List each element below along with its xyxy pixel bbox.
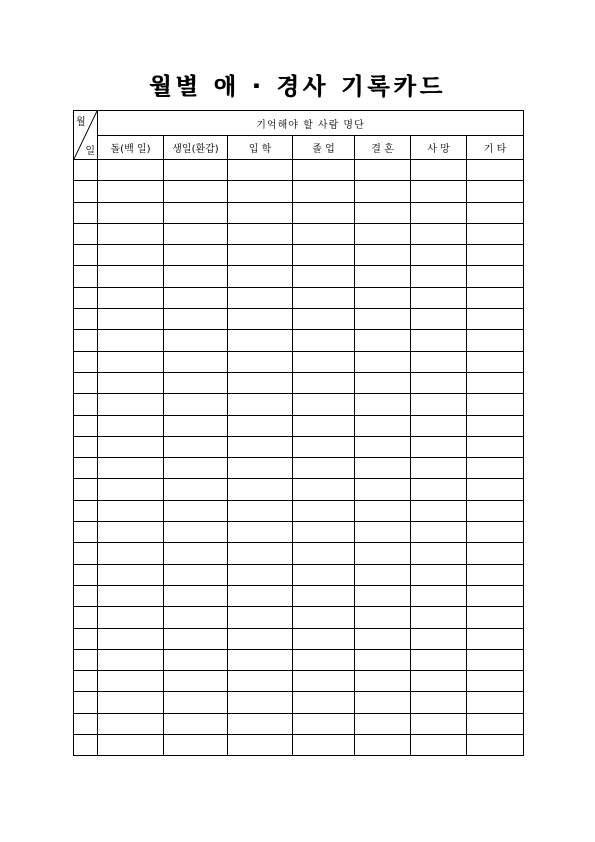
entry-cell[interactable] [355, 330, 411, 351]
entry-cell[interactable] [293, 287, 355, 308]
table-row [74, 628, 524, 649]
entry-cell[interactable] [228, 522, 293, 543]
date-cell[interactable] [74, 372, 98, 393]
page-title: 월별 애 · 경사 기록카드 [149, 74, 446, 100]
entry-cell[interactable] [411, 649, 467, 670]
entry-cell[interactable] [228, 330, 293, 351]
entry-cell[interactable] [98, 713, 164, 734]
entry-cell[interactable] [228, 735, 293, 756]
entry-cell[interactable] [411, 266, 467, 287]
entry-cell[interactable] [98, 543, 164, 564]
entry-cell[interactable] [293, 543, 355, 564]
entry-cell[interactable] [355, 671, 411, 692]
month-label: 월 [76, 117, 86, 128]
date-cell[interactable] [74, 287, 98, 308]
entry-cell[interactable] [164, 287, 228, 308]
entry-cell[interactable] [411, 351, 467, 372]
table-row [74, 245, 524, 266]
entry-cell[interactable] [355, 735, 411, 756]
date-cell[interactable] [74, 585, 98, 606]
entry-cell[interactable] [98, 607, 164, 628]
entry-cell[interactable] [293, 692, 355, 713]
entry-cell[interactable] [293, 585, 355, 606]
entry-cell[interactable] [355, 564, 411, 585]
entry-cell[interactable] [164, 309, 228, 330]
entry-cell[interactable] [228, 649, 293, 670]
entry-cell[interactable] [293, 607, 355, 628]
table-row [74, 160, 524, 181]
entry-cell[interactable] [164, 543, 228, 564]
entry-cell[interactable] [411, 543, 467, 564]
entry-cell[interactable] [164, 415, 228, 436]
entry-cell[interactable] [164, 713, 228, 734]
entry-cell[interactable] [293, 245, 355, 266]
entry-cell[interactable] [164, 394, 228, 415]
entry-cell[interactable] [293, 436, 355, 457]
column-header: 입 학 [228, 136, 293, 160]
date-cell[interactable] [74, 500, 98, 521]
table-row [74, 266, 524, 287]
entry-cell[interactable] [98, 522, 164, 543]
entry-cell[interactable] [98, 266, 164, 287]
entry-cell[interactable] [467, 735, 524, 756]
entry-cell[interactable] [467, 649, 524, 670]
entry-cell[interactable] [467, 522, 524, 543]
entry-cell[interactable] [164, 607, 228, 628]
entry-cell[interactable] [467, 181, 524, 202]
entry-cell[interactable] [98, 436, 164, 457]
column-header: 사 망 [411, 136, 467, 160]
entry-cell[interactable] [293, 735, 355, 756]
entry-cell[interactable] [411, 735, 467, 756]
date-cell[interactable] [74, 649, 98, 670]
date-cell[interactable] [74, 692, 98, 713]
entry-cell[interactable] [411, 415, 467, 436]
entry-cell[interactable] [228, 458, 293, 479]
table-row [74, 522, 524, 543]
entry-cell[interactable] [467, 479, 524, 500]
entry-cell[interactable] [467, 309, 524, 330]
table-row [74, 649, 524, 670]
entry-cell[interactable] [164, 330, 228, 351]
entry-cell[interactable] [355, 245, 411, 266]
entry-cell[interactable] [98, 181, 164, 202]
column-header: 졸 업 [293, 136, 355, 160]
table-row [74, 181, 524, 202]
entry-cell[interactable] [98, 160, 164, 181]
entry-cell[interactable] [98, 351, 164, 372]
column-header: 돌(백 일) [98, 136, 164, 160]
entry-cell[interactable] [355, 394, 411, 415]
entry-cell[interactable] [411, 245, 467, 266]
entry-cell[interactable] [411, 628, 467, 649]
entry-cell[interactable] [228, 607, 293, 628]
entry-cell[interactable] [228, 309, 293, 330]
entry-cell[interactable] [228, 628, 293, 649]
entry-cell[interactable] [164, 522, 228, 543]
entry-cell[interactable] [98, 649, 164, 670]
entry-cell[interactable] [164, 585, 228, 606]
entry-cell[interactable] [467, 671, 524, 692]
date-cell[interactable] [74, 522, 98, 543]
entry-cell[interactable] [411, 479, 467, 500]
entry-cell[interactable] [411, 309, 467, 330]
entry-cell[interactable] [98, 415, 164, 436]
entry-cell[interactable] [228, 479, 293, 500]
entry-cell[interactable] [467, 266, 524, 287]
date-cell[interactable] [74, 671, 98, 692]
entry-cell[interactable] [467, 692, 524, 713]
entry-cell[interactable] [228, 692, 293, 713]
column-header: 기 타 [467, 136, 524, 160]
entry-cell[interactable] [467, 458, 524, 479]
entry-cell[interactable] [228, 160, 293, 181]
entry-cell[interactable] [293, 181, 355, 202]
entry-cell[interactable] [164, 458, 228, 479]
entry-cell[interactable] [411, 287, 467, 308]
table-row [74, 330, 524, 351]
date-cell[interactable] [74, 394, 98, 415]
entry-cell[interactable] [293, 394, 355, 415]
entry-cell[interactable] [98, 309, 164, 330]
entry-cell[interactable] [293, 223, 355, 244]
entry-cell[interactable] [411, 585, 467, 606]
entry-cell[interactable] [355, 479, 411, 500]
date-cell[interactable] [74, 309, 98, 330]
entry-cell[interactable] [164, 671, 228, 692]
entry-cell[interactable] [164, 245, 228, 266]
entry-cell[interactable] [467, 330, 524, 351]
entry-cell[interactable] [98, 500, 164, 521]
entry-cell[interactable] [411, 223, 467, 244]
day-label: 일 [85, 146, 95, 157]
entry-cell[interactable] [293, 372, 355, 393]
entry-cell[interactable] [98, 458, 164, 479]
entry-cell[interactable] [467, 500, 524, 521]
table-row [74, 692, 524, 713]
entry-cell[interactable] [355, 372, 411, 393]
entry-cell[interactable] [164, 223, 228, 244]
entry-cell[interactable] [228, 671, 293, 692]
entry-cell[interactable] [411, 500, 467, 521]
date-cell[interactable] [74, 223, 98, 244]
entry-cell[interactable] [355, 266, 411, 287]
entry-cell[interactable] [293, 500, 355, 521]
date-cell[interactable] [74, 543, 98, 564]
entry-cell[interactable] [228, 543, 293, 564]
table-row [74, 564, 524, 585]
table-row [74, 671, 524, 692]
entry-cell[interactable] [98, 479, 164, 500]
table-row [74, 458, 524, 479]
date-cell[interactable] [74, 245, 98, 266]
entry-cell[interactable] [164, 692, 228, 713]
entry-cell[interactable] [355, 415, 411, 436]
entry-cell[interactable] [164, 436, 228, 457]
entry-cell[interactable] [228, 245, 293, 266]
entry-cell[interactable] [293, 713, 355, 734]
entry-cell[interactable] [293, 309, 355, 330]
entry-cell[interactable] [228, 394, 293, 415]
entry-cell[interactable] [355, 202, 411, 223]
entry-cell[interactable] [355, 500, 411, 521]
table-row [74, 479, 524, 500]
table-row [74, 287, 524, 308]
column-header: 결 혼 [355, 136, 411, 160]
record-table [73, 110, 524, 756]
entry-cell[interactable] [411, 564, 467, 585]
people-to-remember-header: 기억해야 할 사람 명단 [98, 111, 524, 136]
table-row [74, 223, 524, 244]
entry-cell[interactable] [228, 351, 293, 372]
entry-cell[interactable] [467, 202, 524, 223]
entry-cell[interactable] [228, 436, 293, 457]
date-cell[interactable] [74, 735, 98, 756]
entry-cell[interactable] [467, 351, 524, 372]
entry-cell[interactable] [355, 585, 411, 606]
entry-cell[interactable] [355, 181, 411, 202]
table-row [74, 436, 524, 457]
entry-cell[interactable] [293, 160, 355, 181]
date-cell[interactable] [74, 181, 98, 202]
entry-cell[interactable] [411, 671, 467, 692]
entry-cell[interactable] [355, 649, 411, 670]
entry-cell[interactable] [164, 181, 228, 202]
date-cell[interactable] [74, 330, 98, 351]
entry-cell[interactable] [98, 245, 164, 266]
entry-cell[interactable] [355, 351, 411, 372]
table-row [74, 543, 524, 564]
entry-cell[interactable] [164, 735, 228, 756]
entry-cell[interactable] [355, 543, 411, 564]
table-row [74, 607, 524, 628]
entry-cell[interactable] [467, 372, 524, 393]
entry-cell[interactable] [228, 713, 293, 734]
entry-cell[interactable] [293, 330, 355, 351]
entry-cell[interactable] [467, 394, 524, 415]
date-cell[interactable] [74, 713, 98, 734]
entry-cell[interactable] [293, 564, 355, 585]
entry-cell[interactable] [164, 564, 228, 585]
entry-cell[interactable] [293, 458, 355, 479]
table-row [74, 351, 524, 372]
entry-cell[interactable] [98, 372, 164, 393]
entry-cell[interactable] [411, 160, 467, 181]
entry-cell[interactable] [411, 607, 467, 628]
entry-cell[interactable] [355, 522, 411, 543]
entry-cell[interactable] [467, 223, 524, 244]
entry-cell[interactable] [98, 202, 164, 223]
entry-cell[interactable] [411, 202, 467, 223]
entry-cell[interactable] [293, 479, 355, 500]
date-cell[interactable] [74, 458, 98, 479]
entry-cell[interactable] [355, 160, 411, 181]
date-cell[interactable] [74, 607, 98, 628]
entry-cell[interactable] [228, 181, 293, 202]
entry-cell[interactable] [228, 500, 293, 521]
entry-cell[interactable] [355, 436, 411, 457]
entry-cell[interactable] [98, 564, 164, 585]
month-day-corner-cell [74, 111, 98, 160]
date-cell[interactable] [74, 628, 98, 649]
entry-cell[interactable] [411, 181, 467, 202]
entry-cell[interactable] [355, 607, 411, 628]
entry-cell[interactable] [164, 202, 228, 223]
table-row [74, 415, 524, 436]
entry-cell[interactable] [98, 692, 164, 713]
date-cell[interactable] [74, 266, 98, 287]
entry-cell[interactable] [355, 309, 411, 330]
entry-cell[interactable] [467, 436, 524, 457]
entry-cell[interactable] [355, 692, 411, 713]
date-cell[interactable] [74, 351, 98, 372]
table-row [74, 713, 524, 734]
entry-cell[interactable] [164, 500, 228, 521]
entry-cell[interactable] [228, 372, 293, 393]
entry-cell[interactable] [293, 351, 355, 372]
entry-cell[interactable] [467, 543, 524, 564]
entry-cell[interactable] [467, 628, 524, 649]
entry-cell[interactable] [164, 479, 228, 500]
entry-cell[interactable] [293, 202, 355, 223]
entry-cell[interactable] [411, 458, 467, 479]
date-cell[interactable] [74, 202, 98, 223]
entry-cell[interactable] [467, 607, 524, 628]
entry-cell[interactable] [293, 628, 355, 649]
entry-cell[interactable] [98, 628, 164, 649]
date-cell[interactable] [74, 415, 98, 436]
entry-cell[interactable] [164, 628, 228, 649]
entry-cell[interactable] [228, 564, 293, 585]
entry-cell[interactable] [164, 160, 228, 181]
entry-cell[interactable] [355, 287, 411, 308]
date-cell[interactable] [74, 436, 98, 457]
entry-cell[interactable] [355, 223, 411, 244]
entry-cell[interactable] [293, 522, 355, 543]
entry-cell[interactable] [98, 223, 164, 244]
entry-cell[interactable] [164, 351, 228, 372]
entry-cell[interactable] [467, 564, 524, 585]
entry-cell[interactable] [411, 522, 467, 543]
entry-cell[interactable] [164, 266, 228, 287]
column-header: 생일(환갑) [164, 136, 228, 160]
entry-cell[interactable] [228, 266, 293, 287]
table-row [74, 202, 524, 223]
entry-cell[interactable] [293, 671, 355, 692]
table-row [74, 500, 524, 521]
entry-cell[interactable] [411, 372, 467, 393]
entry-cell[interactable] [293, 415, 355, 436]
entry-cell[interactable] [411, 330, 467, 351]
entry-cell[interactable] [164, 649, 228, 670]
entry-cell[interactable] [228, 202, 293, 223]
entry-cell[interactable] [164, 372, 228, 393]
entry-cell[interactable] [98, 330, 164, 351]
table-row [74, 394, 524, 415]
entry-cell[interactable] [98, 394, 164, 415]
entry-cell[interactable] [411, 394, 467, 415]
date-cell[interactable] [74, 160, 98, 181]
entry-cell[interactable] [355, 628, 411, 649]
entry-cell[interactable] [467, 160, 524, 181]
entry-cell[interactable] [355, 713, 411, 734]
entry-cell[interactable] [293, 649, 355, 670]
entry-cell[interactable] [355, 458, 411, 479]
entry-cell[interactable] [228, 585, 293, 606]
entry-cell[interactable] [228, 287, 293, 308]
entry-cell[interactable] [411, 692, 467, 713]
entry-cell[interactable] [467, 713, 524, 734]
entry-cell[interactable] [411, 436, 467, 457]
entry-cell[interactable] [98, 735, 164, 756]
table-row [74, 309, 524, 330]
entry-cell[interactable] [98, 671, 164, 692]
date-cell[interactable] [74, 479, 98, 500]
entry-cell[interactable] [467, 585, 524, 606]
entry-cell[interactable] [98, 287, 164, 308]
table-row [74, 735, 524, 756]
entry-cell[interactable] [467, 287, 524, 308]
entry-cell[interactable] [467, 415, 524, 436]
entry-cell[interactable] [467, 245, 524, 266]
entry-cell[interactable] [98, 585, 164, 606]
table-row [74, 585, 524, 606]
entry-cell[interactable] [293, 266, 355, 287]
date-cell[interactable] [74, 564, 98, 585]
entry-cell[interactable] [228, 223, 293, 244]
entry-cell[interactable] [228, 415, 293, 436]
table-row [74, 372, 524, 393]
entry-cell[interactable] [411, 713, 467, 734]
